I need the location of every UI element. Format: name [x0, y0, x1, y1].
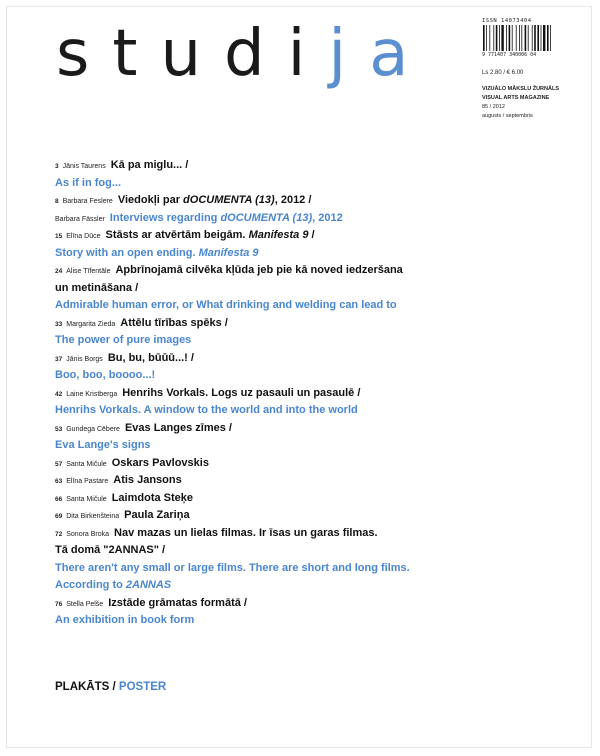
barcode-number: 9 771407 340006: [482, 52, 528, 58]
toc-entry: [55, 383, 565, 418]
title-en: The power of pure images: [55, 334, 192, 346]
page-number: 42: [55, 390, 63, 398]
magazine-logo: [56, 17, 432, 91]
title-lv: Apbrīnojamā cilvēka kļūda jeb pie kā noved iedzeršana: [115, 264, 403, 276]
author: Stella Pelše: [66, 600, 104, 608]
barcode-image: [482, 25, 554, 51]
title-en: Eva Lange's signs: [55, 439, 151, 451]
author: Gundega Cēbere: [66, 425, 120, 433]
author: Laine Kristberga: [66, 390, 118, 398]
info-line-3: 85 / 2012: [482, 104, 505, 110]
page-number: 63: [55, 478, 63, 485]
info-line-1: VIZUĀLO MĀKSLU ŽURNĀLS: [482, 86, 559, 92]
title-en: An exhibition in book form: [55, 614, 195, 626]
masthead-info: [482, 18, 562, 121]
author: Dita Birkenšteina: [66, 513, 120, 520]
poster-separator: /: [109, 681, 119, 693]
title-en: As if in fog...: [55, 176, 121, 189]
title-en: Admirable human error, or What drinking and welding can lead to: [55, 299, 397, 311]
toc-entry: [55, 488, 565, 506]
poster-label-en: POSTER: [118, 681, 167, 693]
table-of-contents: [55, 155, 565, 628]
page-number: 53: [55, 425, 63, 433]
author: Jānis Borgs: [66, 355, 103, 363]
title-en-line-2: According to 2ANNAS: [55, 579, 172, 591]
title-lv: Izstāde grāmatas formātā /: [108, 596, 247, 609]
toc-entry: [55, 453, 565, 471]
author: Barbara Feslere: [62, 198, 113, 205]
toc-entry: [55, 470, 565, 488]
author: Elīna Dūce: [66, 233, 101, 240]
author: Santa Mičule: [66, 460, 107, 468]
toc-entry: [55, 225, 565, 260]
page-number: 8: [55, 198, 59, 205]
page-number: 72: [55, 530, 63, 538]
title-lv: Laimdota Steķe: [111, 491, 194, 504]
title-en: Interviews regarding dOCUMENTA (13), 2012: [109, 211, 343, 224]
info-line-2: VISUAL ARTS MAGAZINE: [482, 95, 550, 101]
toc-entry: [55, 593, 565, 628]
page-number: 37: [55, 355, 63, 363]
poster-section-label: [55, 681, 166, 693]
title-lv: Bu, bu, būūū...! /: [107, 351, 194, 364]
issn-label: ISSN 14073404: [482, 18, 532, 24]
title-en: There aren't any small or large films. There are short and long films.: [55, 561, 410, 574]
toc-entry: [55, 190, 565, 225]
issue-code: 04: [530, 52, 537, 58]
logo-dark-part: studi: [56, 17, 329, 91]
title-lv: Henrihs Vorkals. Logs uz pasauli un pasaulē /: [122, 386, 361, 399]
info-line-4: augusts / septembris: [482, 113, 533, 119]
toc-entry: [55, 260, 565, 313]
author: Elīna Pastare: [66, 478, 109, 485]
author: Alise Tīfentāle: [66, 268, 111, 275]
toc-entry: [55, 418, 565, 453]
author: Margarita Zieda: [66, 320, 116, 328]
title-en: Boo, boo, boooo...!: [55, 369, 156, 381]
issue-info: [482, 85, 562, 121]
title-lv: Oskars Pavlovskis: [111, 456, 209, 469]
page-number: 33: [55, 320, 63, 328]
author: Sonora Broka: [66, 530, 110, 538]
toc-entry: [55, 313, 565, 348]
title-lv: Viedokļi par dOCUMENTA (13), 2012 /: [117, 194, 312, 206]
title-lv: Paula Zariņa: [124, 509, 190, 521]
page-number: 24: [55, 268, 63, 275]
title-lv: Attēlu tīrības spēks /: [120, 316, 228, 329]
page-number: 66: [55, 495, 63, 503]
page-number: 3: [55, 163, 59, 170]
logo-blue-part: ja: [328, 17, 432, 91]
price-label: Ls 2.80 / € 6.00: [482, 70, 524, 76]
poster-label-lv: PLAKĀTS: [55, 681, 110, 693]
toc-entry: [55, 155, 565, 190]
title-lv: Nav mazas un lielas filmas. Ir īsas un garas filmas.: [114, 526, 378, 539]
toc-entry: [55, 523, 565, 593]
barcode-digits: [482, 52, 562, 58]
author: Santa Mičule: [66, 495, 107, 503]
title-en: Story with an open ending. Manifesta 9: [55, 246, 259, 259]
title-lv: Stāsts ar atvērtām beigām. Manifesta 9 /: [105, 229, 315, 241]
author-en: Barbara Fässler: [55, 215, 105, 223]
page-number: 57: [55, 460, 63, 468]
toc-entry: [55, 505, 565, 523]
author: Jānis Taurens: [62, 163, 106, 170]
page-number: 76: [55, 600, 63, 608]
title-lv: Kā pa miglu... /: [110, 159, 189, 171]
title-lv: Evas Langes zīmes /: [124, 421, 232, 434]
toc-entry: [55, 348, 565, 383]
title-lv-line-2: Tā domā "2ANNAS" /: [55, 544, 166, 556]
title-en: Henrihs Vorkals. A window to the world and into the world: [55, 404, 358, 416]
title-lv-line-2: un metināšana /: [55, 281, 139, 294]
page-number: 69: [55, 513, 63, 520]
title-lv: Atis Jansons: [113, 474, 182, 486]
page-number: 15: [55, 233, 63, 240]
